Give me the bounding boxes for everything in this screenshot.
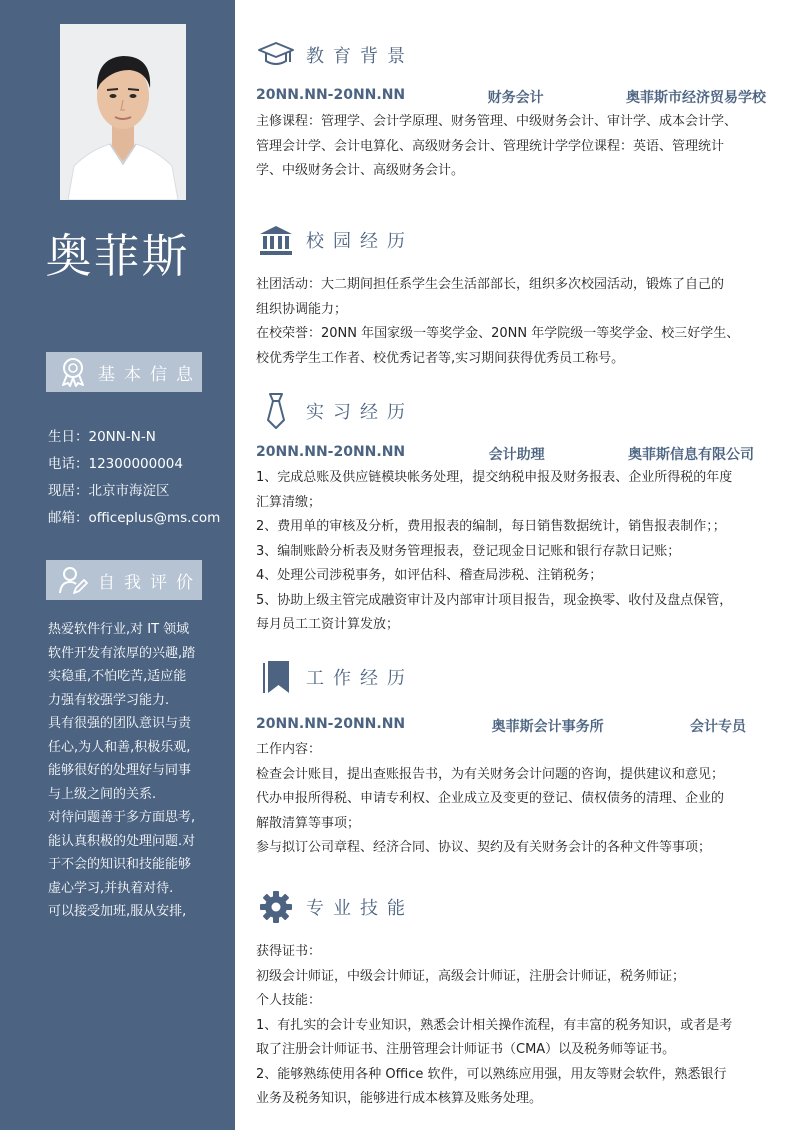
building-icon [256,223,296,257]
work-header [256,660,414,694]
education-period: 20NN.NN-20NN.NN [256,87,406,103]
internship-title: 实习经历 [306,402,414,423]
internship-line: 2、费用单的审核及分析，费用报表的编制，每日销售数据统计，销售报表制作；； [256,519,726,534]
self-eval-line: 任心,为人和善,积极乐观, [48,739,191,755]
education-line: 管理会计学、会计电算化、高级财务会计、管理统计学学位课程：英语、管理统计 [256,138,725,154]
gear-icon [256,890,296,924]
self-eval-line: 具有很强的团队意识与责 [48,716,192,731]
campus-title: 校园经历 [306,231,414,252]
info-birthday: 生日：20NN-N-N [48,429,156,445]
internship-line: 1、完成总账及供应链模块帐务处理，提交纳税申报及财务报表、企业所得税的年度 [256,470,733,485]
campus-line: 组织协调能力； [256,301,348,317]
education-school: 奥菲斯市经济贸易学校 [626,90,766,106]
self-eval-line: 软件开发有浓厚的兴趣,踏 [48,645,196,661]
graduation-cap-icon [256,38,296,72]
education-line: 学、中级财务会计、高级财务会计。 [256,163,465,178]
internship-meta [256,444,766,464]
work-position: 会计专员 [690,719,746,735]
self-eval-line: 力强有较强学习能力. [48,692,170,708]
work-line: 解散清算等事项； [256,815,361,831]
internship-position: 会计助理 [488,447,545,463]
campus-line: 在校荣誉：20NN 年国家级一等奖学金、20NN 年学院级一等奖学金、校三好学生、 [256,326,740,341]
award-icon [58,357,88,387]
campus-header [256,223,414,257]
skills-details [256,940,768,1112]
education-details [256,110,768,184]
self-eval-line: 于不会的知识和技能能够 [48,857,192,872]
education-meta [256,87,766,107]
tie-icon [256,394,296,428]
info-location: 现居：北京市海淀区 [48,483,170,499]
internship-line: 3、编制账龄分析表及财务管理报表，登记现金日记账和银行存款日记账； [256,543,681,559]
internship-line: 4、处理公司涉税事务，如评估科、稽查局涉税、注销税务； [256,568,603,583]
profile-name: 奥菲斯 [45,229,190,283]
education-line: 主修课程：管理学、会计学原理、财务管理、中级财务会计、审计学、成本会计学、 [256,114,738,129]
work-title: 工作经历 [306,668,414,689]
internship-line: 每月员工工资计算发放； [256,617,400,632]
self-eval-line: 与上级之间的关系. [48,786,157,802]
work-line: 参与拟订公司章程、经济合同、协议、契约及有关财务会计的各种文件等事项； [256,840,712,855]
internship-line: 汇算清缴； [256,494,322,510]
skills-line: 业务及税务知识，能够进行成本核算及账务处理。 [256,1091,543,1106]
skills-header [256,890,414,924]
basic-info-title: 基本信息 [98,364,202,385]
info-email: 邮箱：officeplus@ms.com [48,510,221,526]
self-eval-line: 实稳重,不怕吃苦,适应能 [48,669,187,684]
bookmark-icon [256,660,296,694]
skills-line: 个人技能： [256,993,322,1008]
profile-photo [60,24,186,200]
work-period: 20NN.NN-20NN.NN [256,716,406,732]
user-edit-icon [58,565,88,595]
internship-line: 5、协助上级主管完成融资审计及内部审计项目报告，现金换零、收付及盘点保管， [256,592,733,608]
skills-line: 获得证书： [256,944,322,959]
skills-line: 取了注册会计师证书、注册管理会计师证书（CMA）以及税务师等证书。 [256,1042,676,1057]
internship-details [256,466,768,638]
work-line: 工作内容： [256,742,322,757]
education-header [256,38,414,72]
skills-line: 1、有扎实的会计专业知识，熟悉会计相关操作流程，有丰富的税务知识，或者是考 [256,1017,733,1033]
self-eval-text [48,618,220,924]
self-eval-line: 能认真积极的处理问题.对 [48,833,196,849]
skills-line: 2、能够熟练使用各种 Office 软件，可以熟练应用强，用友等财会软件，熟悉银行 [256,1066,727,1082]
skills-title: 专业技能 [306,898,414,919]
skills-line: 初级会计师证，中级会计师证，高级会计师证，注册会计师证，税务师证； [256,968,686,984]
work-line: 检查会计账目，提出查账报告书，为有关财务会计问题的咨询，提供建议和意见； [256,766,725,782]
internship-period: 20NN.NN-20NN.NN [256,444,406,460]
work-line: 代办申报所得税、申请专利权、企业成立及变更的登记、债权债务的清理、企业的 [256,791,725,806]
education-title: 教育背景 [306,46,414,67]
internship-company: 奥菲斯信息有限公司 [628,447,754,463]
info-phone: 电话：12300000004 [48,456,183,472]
work-details [256,738,768,861]
self-eval-line: 热爱软件行业,对 IT 领域 [48,622,190,637]
work-meta [256,716,766,736]
campus-details [256,273,768,371]
campus-line: 社团活动：大二期间担任系学生会生活部部长，组织多次校园活动，锻炼了自己的 [256,277,725,292]
basic-info-header [46,352,202,392]
self-eval-line: 能够很好的处理好与同事 [48,763,192,778]
work-company: 奥菲斯会计事务所 [491,719,604,735]
sidebar [0,0,235,1130]
self-eval-line: 可以接受加班,服从安排, [48,904,187,919]
basic-info-list [48,424,220,532]
education-major: 财务会计 [487,90,544,106]
self-eval-title: 自我评价 [98,572,202,593]
self-eval-line: 对待问题善于多方面思考, [48,810,196,825]
self-eval-line: 虚心学习,并执着对待. [48,880,174,896]
self-eval-header [46,560,202,600]
internship-header [256,394,414,428]
campus-line: 校优秀学生工作者、校优秀记者等,实习期间获得优秀员工称号。 [256,350,625,366]
